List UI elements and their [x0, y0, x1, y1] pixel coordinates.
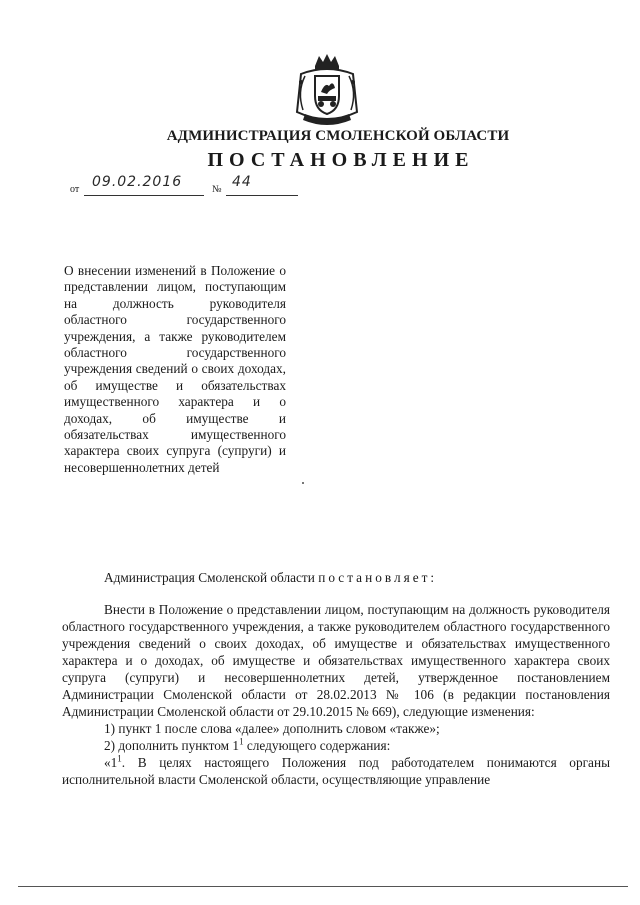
list-item-2: [62, 737, 610, 754]
number-value: 44: [232, 174, 252, 190]
date-underline: [84, 195, 204, 196]
date-value: 09.02.2016: [92, 174, 183, 190]
list-item-2-sup: 1: [239, 736, 244, 747]
paragraph-main: Внести в Положение о представлении лицом, поступающим на должность руководителя областного государственного учреждения, а также руководителем областного государственного учреждения сведений о своих доходах, об имуществе и обязательствах имущественного характера и о доходах, об имуществе и обязательствах имущественного характера своих супруга (супруги) и несовершеннолетних детей, утвержденное постановлением Администрации Смоленской области от 28.02.2013 № 106 (в редакции постановления Администрации Смоленской области от 29.10.2015 № 669), следующие изменения:: [62, 602, 610, 719]
smolensk-coat-of-arms-icon: [291, 52, 363, 128]
list-item-2-after: следующего содержания:: [243, 738, 391, 753]
organization-name: АДМИНИСТРАЦИЯ СМОЛЕНСКОЙ ОБЛАСТИ: [166, 128, 510, 144]
scan-speck: [302, 482, 304, 484]
quoted-clause: [62, 754, 610, 788]
preamble-text: Администрация Смоленской области: [104, 570, 315, 585]
document-type-title: ПОСТАНОВЛЕНИЕ: [207, 149, 475, 171]
quoted-clause-sup: 1: [117, 753, 122, 764]
quoted-clause-text: . В целях настоящего Положения под работодателем понимаются органы исполнительной власти Смоленской области, осуществляющие управление: [62, 755, 610, 787]
document-subject: О внесении изменений в Положение о представлении лицом, поступающим на должность руководителя областного государственного учреждения, а также руководителем областного государственного учреждения сведений о своих доходах, об имуществе и обязательствах имущественного характера и о доходах, об имуществе и обязательствах имущественного характера своих супруга (супруги) и несовершеннолетних детей: [64, 263, 286, 475]
preamble-verb: постановляет:: [318, 570, 438, 585]
document-body: [62, 601, 610, 788]
number-label: №: [212, 184, 222, 195]
list-item-1: 1) пункт 1 после слова «далее» дополнить словом «также»;: [104, 721, 440, 736]
number-underline: [226, 195, 298, 196]
quoted-clause-open: «1: [104, 755, 118, 770]
list-item-2-before: 2) дополнить пунктом 1: [104, 738, 240, 753]
date-label: от: [70, 184, 80, 195]
preamble: [104, 570, 437, 586]
page-bottom-edge: [18, 886, 628, 887]
